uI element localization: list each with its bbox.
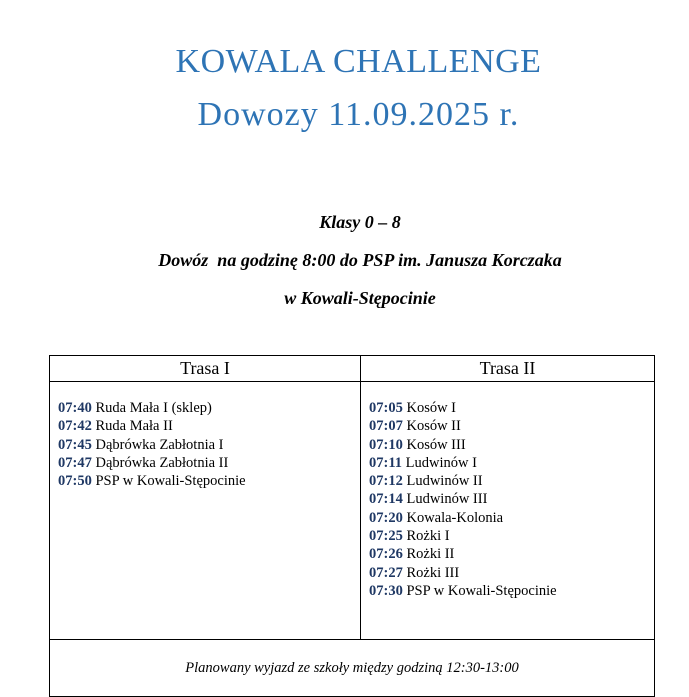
location-line: w Kowali-Stępocinie <box>284 288 436 308</box>
page-title: KOWALA CHALLENGE <box>175 43 542 80</box>
footer-row <box>50 640 655 697</box>
stop-time: 07:05 <box>369 400 403 416</box>
route-2-header: Trasa II <box>361 356 655 382</box>
stop-time: 07:40 <box>58 400 92 416</box>
stop-time: 07:50 <box>58 473 92 490</box>
stop-time: 07:14 <box>369 491 403 508</box>
stop-time: 07:07 <box>369 418 403 435</box>
stop-item <box>369 582 654 600</box>
stop-time: 07:42 <box>58 418 92 435</box>
stop-place: Dąbrówka Zabłotnia I <box>95 436 224 453</box>
stop-place: Ludwinów III <box>406 491 488 508</box>
stop-place: PSP w Kowali-Stępocinie <box>95 473 246 490</box>
stop-place: Kowala-Kolonia <box>406 509 504 526</box>
stop-item <box>369 564 654 582</box>
stop-time: 07:45 <box>58 436 92 453</box>
stop-place: Kosów II <box>406 418 461 435</box>
stop-time: 07:12 <box>369 473 403 490</box>
stop-item <box>369 527 654 545</box>
stop-item <box>58 399 360 417</box>
stop-item <box>369 399 654 417</box>
date-heading: Dowozy 11.09.2025 r. <box>197 96 520 133</box>
stop-place: Ludwinów II <box>406 473 483 490</box>
stop-place: Kosów I <box>406 400 457 416</box>
stop-item <box>369 490 654 508</box>
stop-item <box>369 454 654 472</box>
stop-time: 07:47 <box>58 454 92 471</box>
stop-time: 07:27 <box>369 564 403 581</box>
stop-time: 07:25 <box>369 528 403 545</box>
route-2-stops <box>361 382 655 640</box>
stop-place: Dąbrówka Zabłotnia II <box>95 454 229 471</box>
stop-item <box>369 509 654 527</box>
stop-place: Ruda Mała II <box>95 418 173 435</box>
routes-header-row <box>50 356 655 382</box>
transport-line: Dowóz na godzinę 8:00 do PSP im. Janusza Korczaka <box>158 250 562 270</box>
stop-place: Ludwinów I <box>405 454 477 471</box>
stop-item <box>58 454 360 472</box>
stop-item <box>369 436 654 454</box>
routes-stops-row <box>50 382 655 640</box>
stop-item <box>369 472 654 490</box>
route-1-stops <box>50 382 361 640</box>
stop-place: Rożki I <box>406 528 450 545</box>
route-1-header: Trasa I <box>50 356 361 382</box>
stop-place: Ruda Mała I (sklep) <box>95 400 212 416</box>
stop-time: 07:11 <box>369 454 403 471</box>
stop-time: 07:20 <box>369 509 403 526</box>
stop-place: Rożki II <box>406 546 455 563</box>
routes-table <box>49 355 655 697</box>
stop-item <box>58 472 360 490</box>
stop-time: 07:10 <box>369 436 403 453</box>
stop-place: PSP w Kowali-Stępocinie <box>406 582 557 599</box>
stop-time: 07:26 <box>369 546 403 563</box>
stop-item <box>58 436 360 454</box>
stop-place: Rożki III <box>406 564 460 581</box>
stop-item <box>369 545 654 563</box>
stop-item <box>369 417 654 435</box>
footer-note: Planowany wyjazd ze szkoły między godziną 12:30-13:00 <box>50 640 655 697</box>
stop-time: 07:30 <box>369 582 403 599</box>
stop-item <box>58 417 360 435</box>
classes-line: Klasy 0 – 8 <box>319 212 401 232</box>
stop-place: Kosów III <box>406 436 466 453</box>
